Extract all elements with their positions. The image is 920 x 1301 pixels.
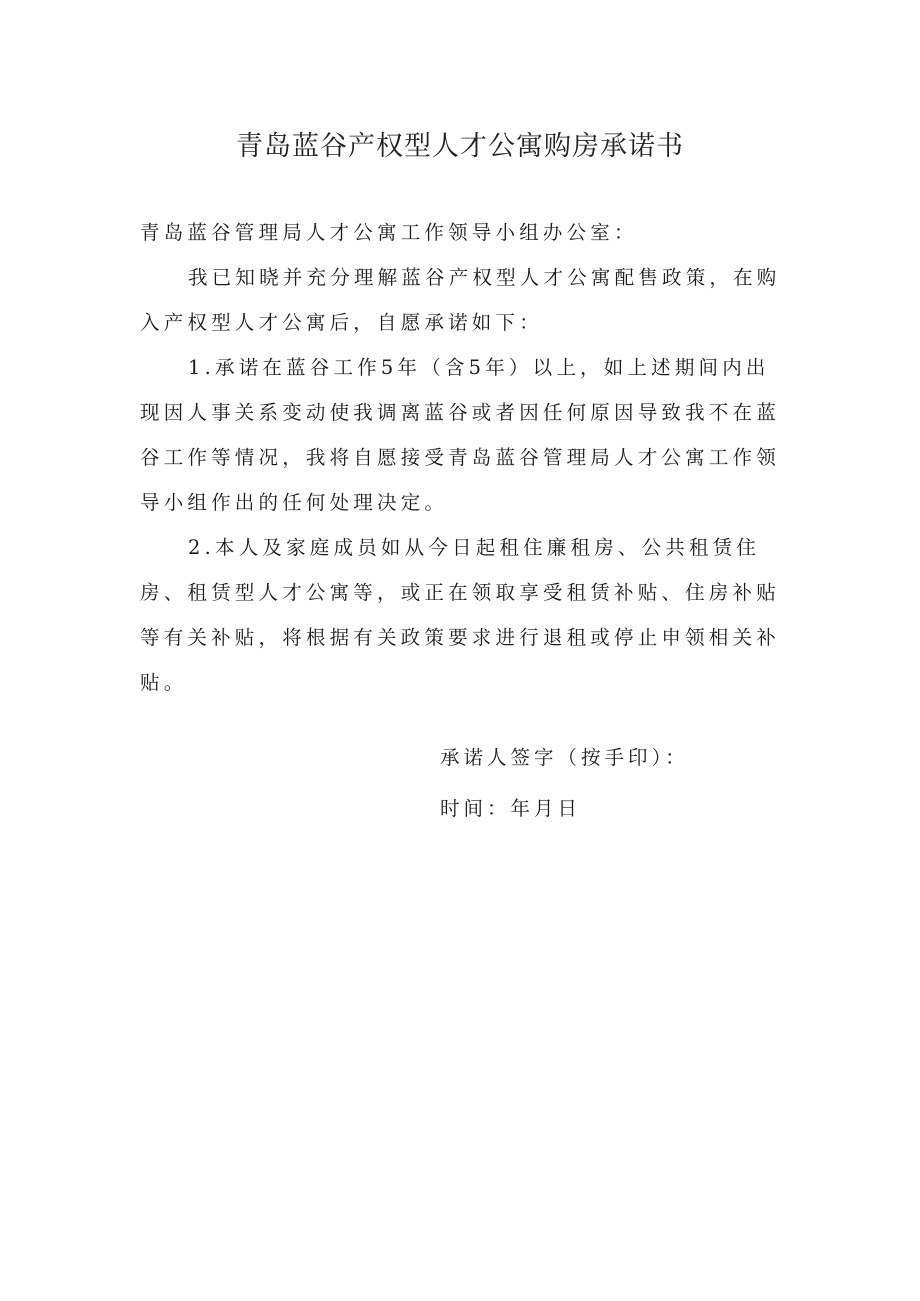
commitment-item-2: 2.本人及家庭成员如从今日起租住廉租房、公共租赁住房、租赁型人才公寓等，或正在领取享受租赁补贴、住房补贴等有关补贴，将根据有关政策要求进行退租或停止申领相关补贴。 [140,536,780,694]
date-label: 时间：年月日 [440,797,582,820]
document-title: 青岛蓝谷产权型人才公寓购房承诺书 [236,131,684,162]
intro-paragraph: 我已知晓并充分理解蓝谷产权型人才公寓配售政策，在购入产权型人才公寓后，自愿承诺如下： [140,266,781,334]
document-body [140,210,785,705]
commitment-item-1: 1.承诺在蓝谷工作5年（含5年）以上，如上述期间内出现因人事关系变动使我调离蓝谷或者因任何原因导致我不在蓝谷工作等情况，我将自愿接受青岛蓝谷管理局人才公寓工作领导小组作出的任何处理决定。 [140,356,780,514]
signature-label: 承诺人签字（按手印）： [440,746,689,769]
addressee: 青岛蓝谷管理局人才公寓工作领导小组办公室： [140,221,638,244]
